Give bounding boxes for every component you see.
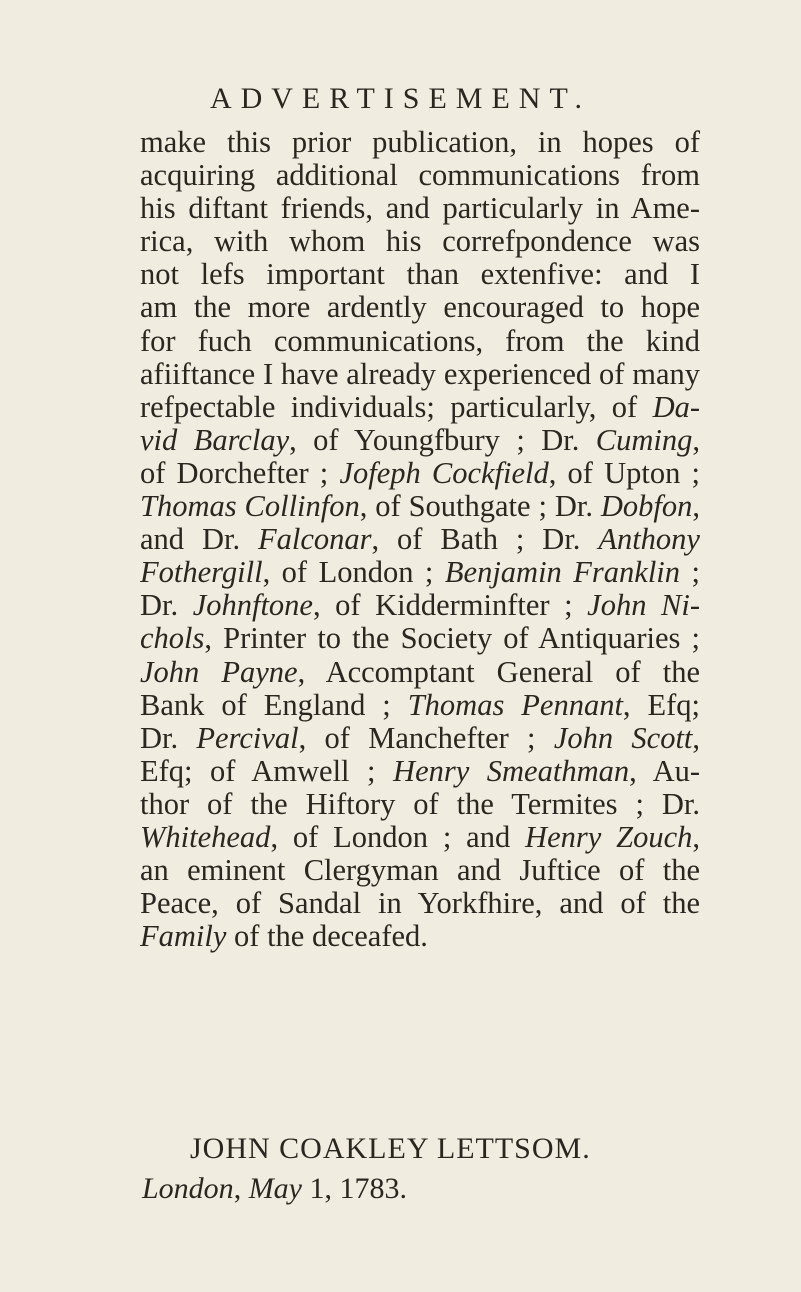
text-run: make this prior publication, in hopes of — [140, 125, 700, 159]
text-line — [140, 523, 700, 556]
text-run: Da- — [652, 389, 700, 424]
text-line — [140, 225, 700, 258]
text-line — [140, 391, 700, 424]
text-line — [140, 920, 700, 953]
text-run: John Ni- — [587, 588, 700, 623]
text-run: chols — [140, 621, 205, 656]
text-run: not lefs important than extenfive: and I — [140, 257, 700, 292]
text-run: acquiring additional communications from — [140, 158, 700, 193]
text-run: of Dorchefter ; — [140, 455, 340, 490]
text-run: , of Youngfbury ; Dr. — [289, 422, 596, 457]
text-run: ; — [680, 555, 700, 590]
text-line — [140, 556, 700, 589]
dateline-place: London — [142, 1172, 234, 1205]
text-run: Whitehead — [140, 819, 271, 854]
text-run: , of Southgate ; Dr. — [359, 489, 601, 524]
text-line — [140, 424, 700, 457]
text-run: Fothergill — [140, 555, 263, 590]
text-run: Henry Smeathman — [393, 753, 630, 788]
text-line — [140, 887, 700, 920]
text-run: Dr. — [140, 588, 193, 623]
text-run: Dr. — [140, 720, 197, 755]
text-line — [140, 755, 700, 788]
text-line — [140, 656, 700, 689]
text-run: , of Bath ; Dr. — [371, 522, 599, 557]
body-paragraph — [140, 126, 700, 953]
text-run: Efq; of Amwell ; — [140, 753, 394, 788]
text-run: , of Kidderminfter ; — [312, 588, 588, 623]
text-line — [140, 821, 700, 854]
text-run: , — [692, 720, 701, 755]
text-run: Jofeph Cockfield — [339, 455, 549, 490]
text-run: , of London ; and — [270, 819, 526, 854]
text-line — [140, 490, 700, 523]
text-run: Benjamin Franklin — [444, 555, 681, 590]
text-run: , of Manchefter ; — [298, 720, 554, 755]
text-run: Bank of England ; — [140, 687, 408, 722]
text-line — [140, 854, 700, 887]
text-run: , Printer to the Society of Antiquaries ; — [204, 621, 700, 656]
text-run: Thomas Pennant — [407, 687, 623, 722]
text-run: , of Upton ; — [548, 455, 700, 490]
text-run: Dobfon — [600, 489, 693, 524]
text-line — [140, 258, 700, 291]
dateline-sep: , — [233, 1172, 249, 1205]
text-run: his diftant friends, and particularly in Ame- — [140, 191, 700, 226]
text-run: John Scott — [553, 720, 693, 755]
text-run: Peace, of Sandal in Yorkfhire, and of the — [140, 886, 700, 921]
author-signature: JOHN COAKLEY LETTSOM. — [190, 1132, 591, 1165]
text-run: , Efq; — [622, 687, 701, 722]
text-run: , — [692, 819, 700, 854]
text-line — [140, 589, 700, 622]
text-run: and Dr. — [140, 522, 258, 557]
text-run: afiiftance I have already experienced of many — [140, 356, 700, 391]
text-run: , Au- — [629, 753, 700, 788]
text-run: thor of the Hiftory of the Termites ; Dr. — [140, 786, 700, 821]
dateline — [142, 1172, 407, 1206]
page-header: ADVERTISEMENT. — [209, 82, 592, 115]
text-line — [140, 192, 700, 225]
text-run: Anthony — [598, 522, 700, 557]
text-line — [140, 788, 700, 821]
text-run: Thomas Collinfon — [140, 489, 360, 524]
text-line — [140, 358, 700, 391]
text-run: , Accomptant General of the — [297, 654, 700, 689]
text-line — [140, 722, 700, 755]
text-run: am the more ardently encouraged to hope — [140, 290, 700, 325]
text-run: Family — [140, 919, 227, 954]
text-line — [140, 159, 700, 192]
text-run: John Payne — [140, 654, 298, 689]
text-run: , — [692, 489, 700, 524]
text-run: refpectable individuals; particularly, of — [140, 389, 653, 424]
text-line — [140, 689, 700, 722]
text-run: Cuming — [595, 422, 693, 457]
text-run: for fuch communications, from the kind — [140, 323, 700, 358]
text-line — [140, 457, 700, 490]
text-run: , of London ; — [262, 555, 445, 590]
text-line — [140, 325, 700, 358]
text-run: vid Barclay — [140, 422, 290, 457]
text-run: , — [692, 422, 700, 457]
text-run: Falconar — [258, 522, 372, 557]
dateline-month: May — [248, 1172, 302, 1205]
text-run: Henry Zouch — [525, 819, 693, 854]
text-run: rica, with whom his correfpondence was — [140, 224, 700, 259]
text-run: Johnftone — [192, 588, 313, 623]
text-run: an eminent Clergyman and Juftice of the — [140, 853, 700, 888]
text-line — [140, 622, 700, 655]
text-run: of the deceafed. — [226, 919, 428, 954]
dateline-day-year: 1, 1783. — [302, 1172, 407, 1205]
text-run: Percival — [196, 720, 299, 755]
text-line — [140, 126, 700, 159]
text-line — [140, 291, 700, 324]
